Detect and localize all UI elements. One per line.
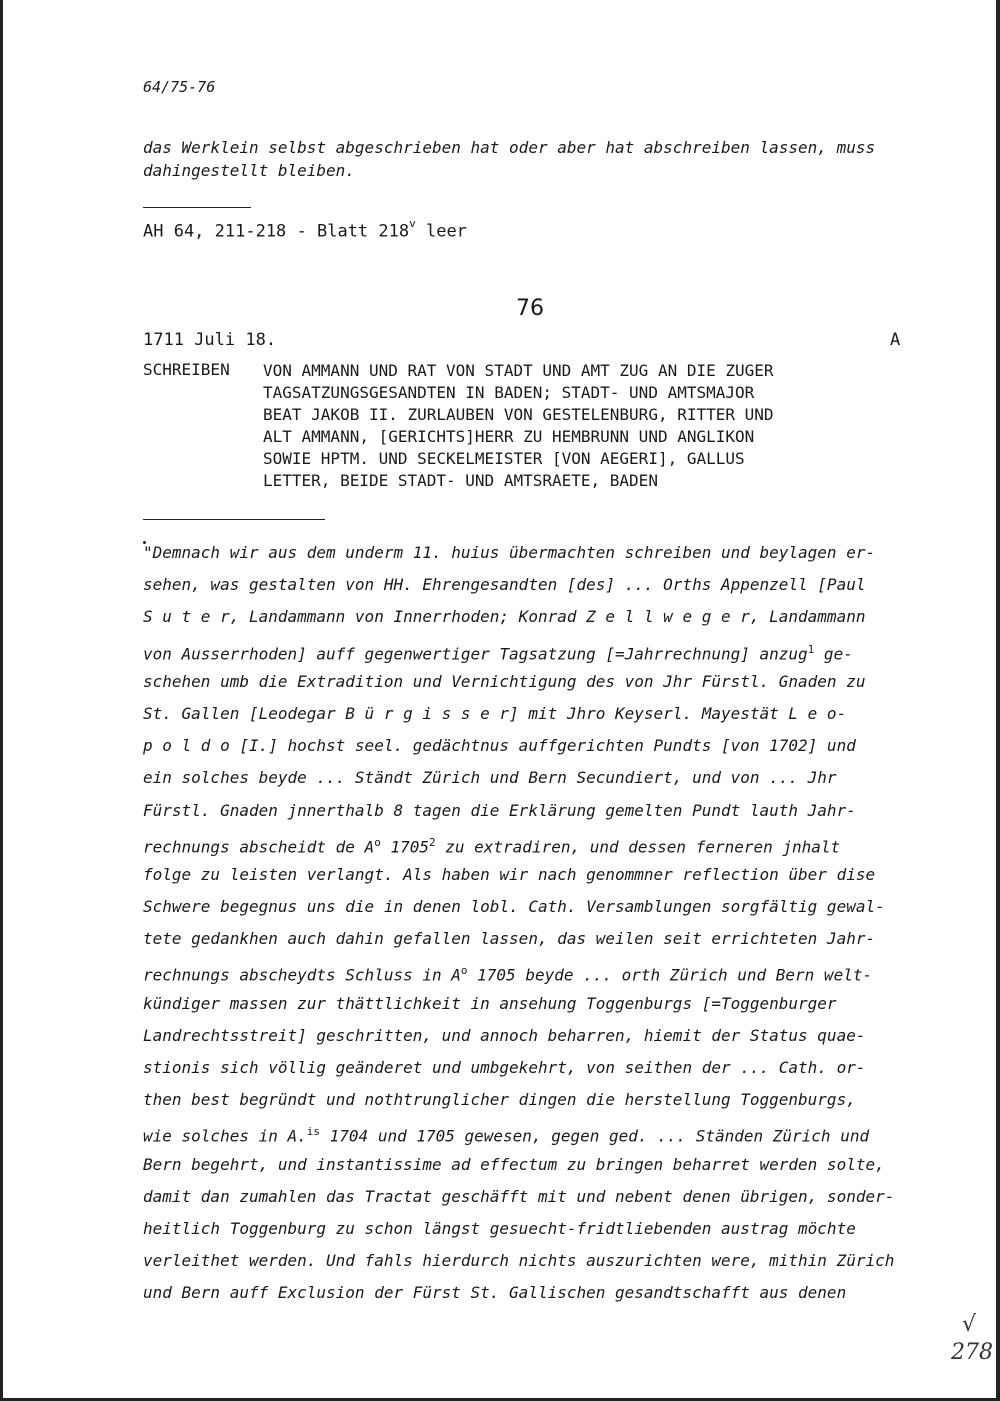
superscript: 2 <box>428 835 436 849</box>
document-date: 1711 Juli 18. <box>143 330 277 350</box>
body-line: heitlich Toggenburg zu schon längst gesuecht-fridtliebenden austrag möchte <box>143 1218 856 1238</box>
body-line: then best begründt und nothtrunglicher dingen die herstellung Toggenburgs, <box>143 1090 856 1110</box>
body-text-segment: von Ausserrhoden] auff gegenwertiger Tagsatzung [=Jahrrechnung] anzug <box>143 643 808 663</box>
source-ref-verso: v <box>409 217 416 230</box>
body-line: Bern begehrt, und instantissime ad effectum zu bringen beharret werden solte, <box>143 1154 885 1174</box>
title-line: LETTER, BEIDE STADT- UND AMTSRAETE, BADEN <box>263 471 658 490</box>
body-line: stionis sich völlig geänderet und umbgekehrt, von seithen der ... Cath. or- <box>143 1058 866 1077</box>
superscript: o <box>374 835 381 849</box>
letter-body <box>143 537 923 1310</box>
body-text-segment: 1705 <box>380 837 429 857</box>
title-line: TAGSATZUNGSGESANDTEN IN BADEN; STADT- UND AMTSMAJOR <box>263 383 755 402</box>
body-line: und Bern auff Exclusion der Fürst St. Gallischen gesandtschafft aus denen <box>143 1283 847 1303</box>
page-reference: 64/75-76 <box>143 78 216 96</box>
title-line: BEAT JAKOB II. ZURLAUBEN VON GESTELENBURG, RITTER UND <box>263 405 774 424</box>
body-line: "Demnach wir aus dem underm 11. huius übermachten schreiben und beylagen er- <box>143 543 876 562</box>
body-line: Fürstl. Gnaden jnnerthalb 8 tagen die Erklärung gemelten Pundt lauth Jahr- <box>143 800 856 820</box>
body-line: schehen umb die Extradition und Vernichtigung des von Jhr Fürstl. Gnaden zu <box>143 671 866 691</box>
footnote-separator-rule <box>143 519 325 520</box>
body-line <box>143 1116 923 1148</box>
body-line <box>143 634 923 666</box>
source-reference <box>143 217 467 242</box>
body-line: sehen, was gestalten von HH. Ehrengesandten [des] ... Orths Appenzell [Paul <box>143 575 866 595</box>
body-text-segment: rechnungs abscheydts Schluss in A <box>143 965 461 985</box>
body-line <box>143 827 923 859</box>
body-text-segment: rechnungs abscheidt de A <box>143 837 375 857</box>
document-title-label: SCHREIBEN <box>143 360 230 379</box>
body-line: Schwere begegnus uns die in denen lobl. Cath. Versamblungen sorgfältig gewal- <box>143 897 885 917</box>
body-text-segment: ge- <box>814 643 853 663</box>
margin-checkmark: √ <box>962 1312 977 1337</box>
margin-folio-number: 278 <box>951 1340 993 1365</box>
separator-rule <box>143 207 251 208</box>
title-line: VON AMMANN UND RAT VON STADT UND AMT ZUG AN DIE ZUGER <box>263 361 774 380</box>
body-line <box>143 955 923 987</box>
body-line: ein solches beyde ... Ständt Zürich und Bern Secundiert, und von ... Jhr <box>143 768 837 788</box>
source-ref-tail: leer <box>415 221 467 242</box>
body-line: kündiger massen zur thättlichkeit in ansehung Toggenburgs [=Toggenburger <box>143 993 837 1013</box>
intro-paragraph: das Werklein selbst abgeschrieben hat oder aber hat abschreiben lassen, muss dahingestellt bleiben. <box>143 138 876 180</box>
title-line: SOWIE HPTM. UND SECKELMEISTER [VON AEGERI], GALLUS <box>263 449 745 468</box>
body-text-segment: wie solches in A. <box>143 1126 307 1146</box>
body-text-segment: zu extradiren, und dessen ferneren jnhalt <box>435 837 841 857</box>
body-line: verleithet werden. Und fahls hierdurch nichts auszurichten were, mithin Zürich <box>143 1251 895 1271</box>
body-line: tete gedankhen auch dahin gefallen lassen, das weilen seit errichteten Jahr- <box>143 929 876 949</box>
source-ref-text: AH 64, 211-218 - Blatt 218 <box>143 221 410 242</box>
superscript: o <box>460 964 468 978</box>
body-line: damit dan zumahlen das Tractat geschäfft mit und nebent denen übrigen, sonder- <box>143 1186 895 1206</box>
document-version: A <box>890 330 901 350</box>
document-title <box>263 360 913 492</box>
body-line: Landrechtsstreit] geschritten, und annoch beharren, hiemit der Status quae- <box>143 1025 866 1045</box>
body-line: S u t e r, Landammann von Innerrhoden; Konrad Z e l l w e g e r, Landammann <box>143 607 866 627</box>
body-line: p o l d o [I.] hochst seel. gedächtnus auffgerichten Pundts [von 1702] und <box>143 736 856 756</box>
superscript: is <box>306 1125 321 1139</box>
body-text-segment: 1705 beyde ... orth Zürich und Bern welt- <box>467 965 873 985</box>
title-line: ALT AMMANN, [GERICHTS]HERR ZU HEMBRUNN UND ANGLIKON <box>263 427 755 446</box>
page-edge-right <box>996 0 1000 1401</box>
page-edge-left <box>0 0 3 1401</box>
body-text-segment: 1704 und 1705 gewesen, gegen ged. ... Ständen Zürich und <box>320 1126 870 1146</box>
document-number: 76 <box>516 296 544 321</box>
superscript: 1 <box>807 642 815 656</box>
body-line: St. Gallen [Leodegar B ü r g i s s e r] mit Jhro Keyserl. Mayestät L e o- <box>143 703 847 723</box>
body-line: folge zu leisten verlangt. Als haben wir nach genommner reflection über dise <box>143 864 876 884</box>
